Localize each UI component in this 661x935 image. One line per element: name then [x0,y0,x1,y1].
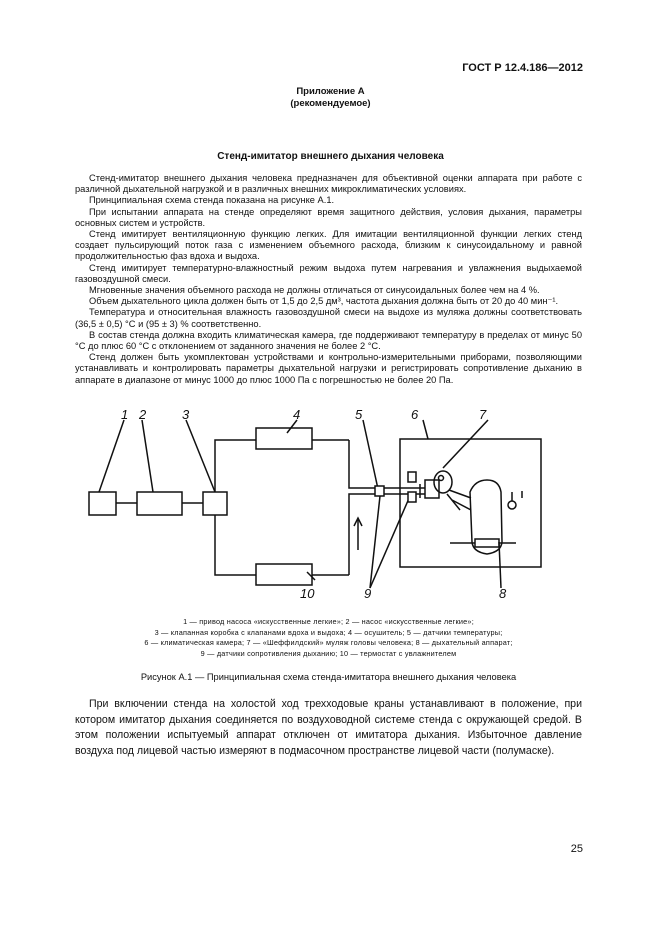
schematic-figure [75,402,582,612]
annex-title: Приложение А [296,86,365,97]
lower-duct [215,515,256,575]
paragraph: Стенд имитирует вентиляционную функцию легких. Для имитации вентиляционной функции легких стенд создает пульсирующий поток газа с изменением объемного расхода, близким к синусоидальному и равной продолжительностью фаз вдоха и выдоха. [75,229,582,262]
temperature-sensor [375,486,384,496]
paragraph: В состав стенда должна входить климатическая камера, где поддерживают температуру в пределах от минус 50 °С до плюс 60 °С с отклонением от заданного значения не более 2 °С. [75,329,582,352]
pump-block [137,492,182,515]
label-6: 6 [411,407,419,422]
leader-line [370,496,380,588]
apparatus-hose [449,490,471,498]
paragraph: Температура и относительная влажность газовоздушной смеси на выдохе из муляжа должны соответствовать (36,5 ± 0,5) °С и (95 ± 3) % соответственно. [75,307,582,329]
leader-line [307,572,315,580]
annex-heading [0,86,661,110]
leader-line [370,496,410,588]
paragraph: Стенд имитирует температурно-влажностный режим выдоха путем нагревания и увлажнения выдыхаемой газовоздушной смеси. [75,262,582,284]
label-7: 7 [479,407,487,422]
schematic-diagram [75,402,582,612]
paragraph: Объем дыхательного цикла должен быть от 1,5 до 2,5 дм³, частота дыхания должна быть от 20 до 40 мин⁻¹. [89,296,559,307]
valve-box-block [203,492,227,515]
paragraph: При испытании аппарата на стенде определяют время защитного действия, условия дыхания, параметры основных систем и устройств. [75,206,582,228]
apparatus-valve [475,539,499,547]
annex-type: (рекомендуемое) [290,98,371,109]
thermostat-block [256,564,312,585]
right-duct [349,440,375,488]
legend-line: 9 — датчики сопротивления дыханию; 10 — термостат с увлажнителем [200,648,457,658]
right-duct [349,494,375,575]
diagram-labels [121,407,507,601]
leader-line [363,420,378,489]
paragraph: Стенд должен быть укомплектован устройствами и контрольно-измерительными приборами, позволяющими устанавливать и контролировать параметры дыхательной нагрузки и регистрировать сопротивление дыханию в аппарате в диапазоне от минус 1000 до плюс 1000 Па с погрешностью не более 20 Па. [75,352,582,385]
dryer-block [256,428,312,449]
leader-line [443,420,488,468]
final-text [75,697,582,759]
apparatus-hose [452,500,471,510]
leader-line [142,420,153,492]
leader-line [423,420,428,439]
label-3: 3 [182,407,190,422]
label-1: 1 [121,407,129,422]
apparatus-gauge [508,501,516,509]
label-5: 5 [355,407,363,422]
head-eye [439,476,444,481]
figure-legend [75,617,582,659]
upper-duct [215,440,256,492]
label-9: 9 [364,586,372,601]
label-8: 8 [499,586,507,601]
pressure-sensor [408,472,416,482]
paragraph: Принципиальная схема стенда показана на рисунке А.1. [89,195,335,206]
legend-line: 1 — привод насоса «искусственные легкие»; 2 — насос «искусственные легкие»; [183,617,474,626]
paragraph: Мгновенные значения объемного расхода не должны отличаться от синусоидальных более чем на 4 %. [89,285,540,296]
pump-drive-block [89,492,116,515]
leader-line [186,420,215,492]
neck [447,494,460,510]
label-4: 4 [293,407,301,422]
leader-line [99,420,124,492]
label-2: 2 [139,407,147,422]
paragraph: При включении стенда на холостой ход трехходовые краны устанавливают в положение, при котором имитатор дыхания соединяется по воздуховодной системе стенда с окружающей средой. В этом положении испытуемый аппарат отключен от имитатора дыхания. Избыточное давление воздуха под лицевой частью измеряют в подмасочном пространстве лицевой части (полумаске). [75,698,582,757]
label-10: 10 [300,586,315,601]
figure-caption: Рисунок А.1 — Принципиальная схема стенда-имитатора внешнего дыхания человека [140,672,517,682]
legend-line: 3 — клапанная коробка с клапанами вдоха и выдоха; 4 — осушитель; 5 — датчики температуры; [154,627,503,637]
paragraph: Стенд-имитатор внешнего дыхания человека предназначен для объективной оценки аппарата при работе с различной дыхательной нагрузкой и в различных внешних микроклиматических условиях. [75,173,582,195]
section-title: Стенд-имитатор внешнего дыхания человека [217,151,444,162]
standard-header: ГОСТ Р 12.4.186—2012 [462,62,583,74]
page-number: 25 [570,843,583,855]
body-text [75,173,582,386]
pressure-sensor [408,492,416,502]
legend-line: 6 — климатическая камера; 7 — «Шеффилдский» муляж головы человека; 8 — дыхательный аппарат; [144,638,513,648]
